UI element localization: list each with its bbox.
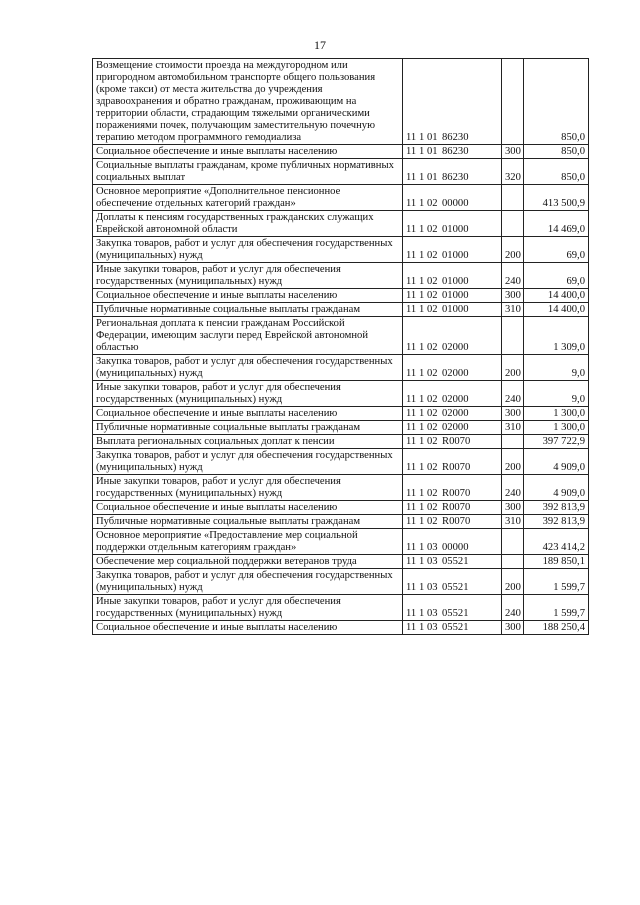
code-segment: 1	[419, 436, 425, 447]
code-segment: 02	[427, 516, 438, 527]
row-code	[403, 449, 502, 475]
table-row	[93, 355, 589, 381]
row-sum: 14 469,0	[524, 211, 589, 237]
table-row	[93, 407, 589, 421]
row-name: Доплаты к пенсиям государственных гражданских служащих Еврейской автономной области	[93, 211, 403, 237]
code-segment: 11	[406, 198, 417, 209]
code-segment: 1	[419, 342, 425, 353]
row-expense-type: 200	[502, 569, 524, 595]
row-code	[403, 515, 502, 529]
row-sum: 423 414,2	[524, 529, 589, 555]
code-segment: 86230	[442, 132, 469, 143]
row-expense-type	[502, 59, 524, 145]
row-sum: 392 813,9	[524, 501, 589, 515]
code-segment: R0070	[442, 488, 471, 499]
code-segment: 1	[419, 198, 425, 209]
code-segment: 11	[406, 422, 417, 433]
row-expense-type	[502, 317, 524, 355]
code-segment: 01000	[442, 290, 469, 301]
code-segment: 02	[427, 408, 438, 419]
code-segment: 03	[427, 622, 438, 633]
row-name: Социальное обеспечение и иные выплаты населению	[93, 501, 403, 515]
table-row	[93, 159, 589, 185]
row-code	[403, 59, 502, 145]
row-name: Иные закупки товаров, работ и услуг для обеспечения государственных (муниципальных) нужд	[93, 475, 403, 501]
code-segment: 01000	[442, 224, 469, 235]
row-code	[403, 303, 502, 317]
row-sum: 1 599,7	[524, 595, 589, 621]
row-code	[403, 501, 502, 515]
code-segment: 11	[406, 342, 417, 353]
row-expense-type: 240	[502, 263, 524, 289]
row-name: Обеспечение мер социальной поддержки ветеранов труда	[93, 555, 403, 569]
row-code	[403, 159, 502, 185]
code-segment: 11	[406, 290, 417, 301]
row-expense-type: 300	[502, 145, 524, 159]
code-segment: 1	[419, 516, 425, 527]
row-name: Иные закупки товаров, работ и услуг для обеспечения государственных (муниципальных) нужд	[93, 263, 403, 289]
table-row	[93, 435, 589, 449]
table-row	[93, 421, 589, 435]
code-segment: 11	[406, 488, 417, 499]
table-row	[93, 381, 589, 407]
row-code	[403, 621, 502, 635]
code-segment: 03	[427, 582, 438, 593]
row-expense-type: 240	[502, 595, 524, 621]
code-segment: 11	[406, 436, 417, 447]
table-row	[93, 475, 589, 501]
row-sum: 1 300,0	[524, 421, 589, 435]
row-name: Иные закупки товаров, работ и услуг для обеспечения государственных (муниципальных) нужд	[93, 381, 403, 407]
row-sum: 850,0	[524, 159, 589, 185]
code-segment: 05521	[442, 622, 469, 633]
code-segment: 02000	[442, 342, 469, 353]
row-sum: 189 850,1	[524, 555, 589, 569]
row-name: Публичные нормативные социальные выплаты гражданам	[93, 303, 403, 317]
row-sum: 850,0	[524, 145, 589, 159]
row-code	[403, 185, 502, 211]
code-segment: 02	[427, 342, 438, 353]
row-code	[403, 237, 502, 263]
row-expense-type: 310	[502, 421, 524, 435]
row-expense-type: 200	[502, 355, 524, 381]
code-segment: 02	[427, 436, 438, 447]
row-code	[403, 381, 502, 407]
row-sum: 4 909,0	[524, 475, 589, 501]
row-sum: 1 300,0	[524, 407, 589, 421]
row-expense-type	[502, 555, 524, 569]
code-segment: 02	[427, 304, 438, 315]
code-segment: 86230	[442, 172, 469, 183]
row-sum: 413 500,9	[524, 185, 589, 211]
table-row	[93, 211, 589, 237]
row-sum: 9,0	[524, 355, 589, 381]
code-segment: R0070	[442, 502, 471, 513]
row-sum: 14 400,0	[524, 289, 589, 303]
code-segment: 11	[406, 516, 417, 527]
row-expense-type	[502, 211, 524, 237]
table-row	[93, 145, 589, 159]
row-name: Публичные нормативные социальные выплаты гражданам	[93, 421, 403, 435]
row-sum: 69,0	[524, 263, 589, 289]
code-segment: 1	[419, 408, 425, 419]
table-row	[93, 555, 589, 569]
row-code	[403, 435, 502, 449]
row-sum: 9,0	[524, 381, 589, 407]
code-segment: 11	[406, 132, 417, 143]
code-segment: 02000	[442, 368, 469, 379]
code-segment: 02	[427, 502, 438, 513]
code-segment: 1	[419, 146, 425, 157]
code-segment: 01	[427, 172, 438, 183]
code-segment: 02	[427, 422, 438, 433]
table-row	[93, 569, 589, 595]
code-segment: 11	[406, 368, 417, 379]
row-expense-type	[502, 185, 524, 211]
code-segment: 02	[427, 368, 438, 379]
code-segment: 11	[406, 408, 417, 419]
row-code	[403, 263, 502, 289]
row-name: Закупка товаров, работ и услуг для обеспечения государственных (муниципальных) нужд	[93, 237, 403, 263]
row-expense-type: 200	[502, 449, 524, 475]
code-segment: R0070	[442, 516, 471, 527]
code-segment: 02	[427, 198, 438, 209]
code-segment: 02	[427, 290, 438, 301]
code-segment: 11	[406, 250, 417, 261]
code-segment: 00000	[442, 198, 469, 209]
row-name: Социальное обеспечение и иные выплаты населению	[93, 289, 403, 303]
code-segment: 01	[427, 132, 438, 143]
code-segment: 1	[419, 502, 425, 513]
row-expense-type: 300	[502, 407, 524, 421]
row-name: Региональная доплата к пенсии гражданам Российской Федерации, имеющим заслуги перед Еврейской автономной областью	[93, 317, 403, 355]
row-code	[403, 529, 502, 555]
code-segment: 1	[419, 422, 425, 433]
row-expense-type: 200	[502, 237, 524, 263]
code-segment: 02	[427, 276, 438, 287]
table-row	[93, 59, 589, 145]
row-sum: 392 813,9	[524, 515, 589, 529]
row-code	[403, 475, 502, 501]
row-name: Выплата региональных социальных доплат к пенсии	[93, 435, 403, 449]
code-segment: 1	[419, 304, 425, 315]
code-segment: 1	[419, 608, 425, 619]
row-name: Социальное обеспечение и иные выплаты населению	[93, 621, 403, 635]
code-segment: 05521	[442, 582, 469, 593]
row-code	[403, 317, 502, 355]
row-expense-type	[502, 529, 524, 555]
table-row	[93, 449, 589, 475]
code-segment: 05521	[442, 608, 469, 619]
code-segment: 1	[419, 224, 425, 235]
code-segment: 1	[419, 290, 425, 301]
code-segment: 11	[406, 582, 417, 593]
code-segment: 11	[406, 622, 417, 633]
code-segment: 1	[419, 462, 425, 473]
row-name: Возмещение стоимости проезда на междугородном или пригородном автомобильном транспорте общего пользования (кроме такси) от места жительства до учреждения здравоохранения и обратно гражданам, проживающим на территории области, страдающим тяжелыми органическими поражениями почек, получающим заместительную почечную терапию методом программного гемодиализа	[93, 59, 403, 145]
row-name: Закупка товаров, работ и услуг для обеспечения государственных (муниципальных) нужд	[93, 569, 403, 595]
row-code	[403, 355, 502, 381]
table-row	[93, 289, 589, 303]
budget-table	[92, 58, 589, 635]
table-row	[93, 303, 589, 317]
row-name: Закупка товаров, работ и услуг для обеспечения государственных (муниципальных) нужд	[93, 449, 403, 475]
code-segment: 01000	[442, 250, 469, 261]
table-row	[93, 529, 589, 555]
row-expense-type: 240	[502, 475, 524, 501]
row-name: Иные закупки товаров, работ и услуг для обеспечения государственных (муниципальных) нужд	[93, 595, 403, 621]
code-segment: 01000	[442, 304, 469, 315]
code-segment: 02	[427, 394, 438, 405]
code-segment: 05521	[442, 556, 469, 567]
table-row	[93, 263, 589, 289]
row-sum: 1 599,7	[524, 569, 589, 595]
row-code	[403, 145, 502, 159]
code-segment: 11	[406, 502, 417, 513]
row-name: Закупка товаров, работ и услуг для обеспечения государственных (муниципальных) нужд	[93, 355, 403, 381]
code-segment: 86230	[442, 146, 469, 157]
row-code	[403, 211, 502, 237]
code-segment: 1	[419, 276, 425, 287]
code-segment: 1	[419, 542, 425, 553]
code-segment: 11	[406, 276, 417, 287]
row-sum: 188 250,4	[524, 621, 589, 635]
row-sum: 850,0	[524, 59, 589, 145]
budget-table-body	[93, 59, 589, 635]
code-segment: 1	[419, 622, 425, 633]
row-code	[403, 421, 502, 435]
row-expense-type: 310	[502, 515, 524, 529]
row-name: Основное мероприятие «Дополнительное пенсионное обеспечение отдельных категорий граждан»	[93, 185, 403, 211]
code-segment: 02000	[442, 394, 469, 405]
row-sum: 69,0	[524, 237, 589, 263]
code-segment: 1	[419, 488, 425, 499]
row-expense-type: 240	[502, 381, 524, 407]
table-row	[93, 515, 589, 529]
code-segment: 00000	[442, 542, 469, 553]
code-segment: 01000	[442, 276, 469, 287]
table-row	[93, 237, 589, 263]
code-segment: 02000	[442, 422, 469, 433]
code-segment: 02	[427, 224, 438, 235]
row-code	[403, 407, 502, 421]
table-row	[93, 501, 589, 515]
code-segment: 11	[406, 224, 417, 235]
row-code	[403, 289, 502, 303]
row-sum: 397 722,9	[524, 435, 589, 449]
code-segment: 1	[419, 368, 425, 379]
code-segment: 1	[419, 172, 425, 183]
row-expense-type	[502, 435, 524, 449]
row-name: Социальное обеспечение и иные выплаты населению	[93, 407, 403, 421]
code-segment: 11	[406, 542, 417, 553]
code-segment: 02000	[442, 408, 469, 419]
row-name: Социальные выплаты гражданам, кроме публичных нормативных социальных выплат	[93, 159, 403, 185]
table-row	[93, 595, 589, 621]
code-segment: 01	[427, 146, 438, 157]
row-name: Публичные нормативные социальные выплаты гражданам	[93, 515, 403, 529]
row-expense-type: 320	[502, 159, 524, 185]
row-expense-type: 300	[502, 501, 524, 515]
table-row	[93, 185, 589, 211]
code-segment: 03	[427, 556, 438, 567]
row-name: Социальное обеспечение и иные выплаты населению	[93, 145, 403, 159]
code-segment: 1	[419, 582, 425, 593]
row-sum: 14 400,0	[524, 303, 589, 317]
code-segment: R0070	[442, 462, 471, 473]
code-segment: 11	[406, 172, 417, 183]
code-segment: 11	[406, 304, 417, 315]
table-row	[93, 621, 589, 635]
row-sum: 4 909,0	[524, 449, 589, 475]
row-expense-type: 300	[502, 289, 524, 303]
table-row	[93, 317, 589, 355]
code-segment: 1	[419, 394, 425, 405]
code-segment: 02	[427, 250, 438, 261]
row-code	[403, 555, 502, 569]
code-segment: 02	[427, 462, 438, 473]
row-expense-type: 300	[502, 621, 524, 635]
code-segment: R0070	[442, 436, 471, 447]
code-segment: 02	[427, 488, 438, 499]
code-segment: 11	[406, 556, 417, 567]
code-segment: 11	[406, 394, 417, 405]
code-segment: 11	[406, 146, 417, 157]
row-name: Основное мероприятие «Предоставление мер социальной поддержки отдельным категориям граждан»	[93, 529, 403, 555]
code-segment: 11	[406, 462, 417, 473]
code-segment: 03	[427, 608, 438, 619]
code-segment: 11	[406, 608, 417, 619]
row-code	[403, 595, 502, 621]
code-segment: 1	[419, 132, 425, 143]
code-segment: 03	[427, 542, 438, 553]
code-segment: 1	[419, 250, 425, 261]
row-expense-type: 310	[502, 303, 524, 317]
page-number: 17	[314, 38, 326, 52]
code-segment: 1	[419, 556, 425, 567]
row-code	[403, 569, 502, 595]
row-sum: 1 309,0	[524, 317, 589, 355]
